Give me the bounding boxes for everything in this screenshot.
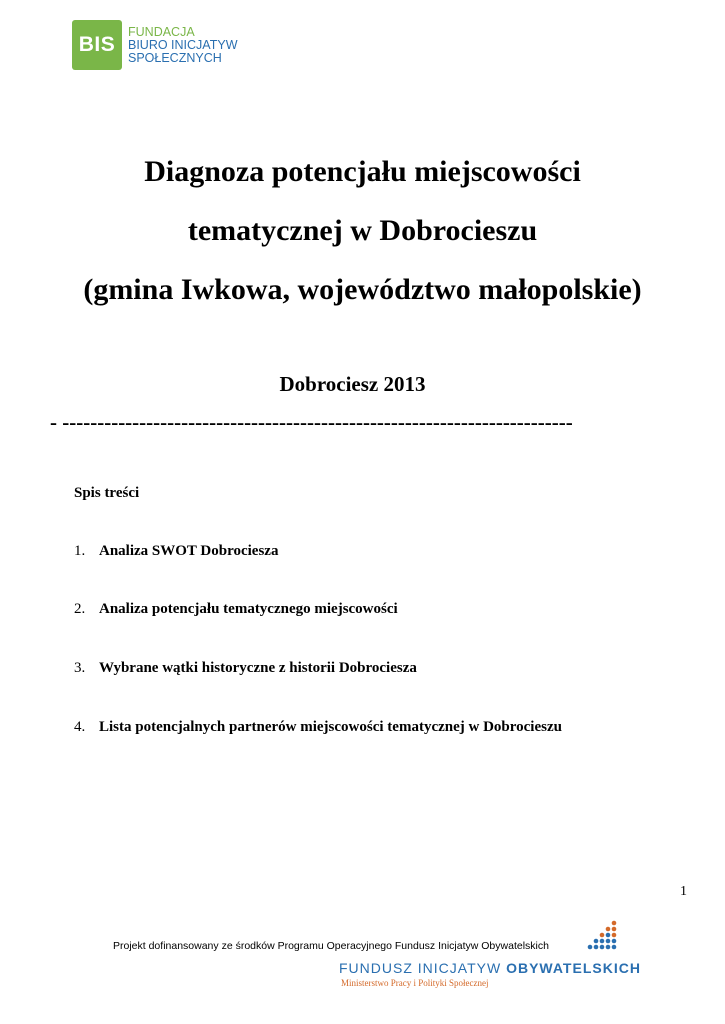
toc-item-number: 4. [74, 719, 86, 735]
logo-line-2: BIURO INICJATYW [128, 37, 238, 52]
toc-heading: Spis treści [74, 485, 140, 501]
fio-logo-part-2: OBYWATELSKICH [506, 960, 641, 976]
footer-funding-note: Projekt dofinansowany ze środków Programu Operacyjnego Fundusz Inicjatyw Obywatelskich [113, 940, 549, 952]
toc-item-label: Analiza SWOT Dobrociesza [99, 543, 279, 559]
document-title-line-3: (gmina Iwkowa, województwo małopolskie) [83, 273, 642, 306]
toc-item [74, 719, 562, 736]
toc-item [74, 601, 398, 618]
bis-logo-text [128, 26, 238, 65]
separator-line: - ------------------------------------------------------------------------- [50, 410, 573, 434]
fio-dots-icon [584, 918, 620, 958]
toc-item-label: Lista potencjalnych partnerów miejscowości tematycznej w Dobrocieszu [99, 719, 562, 735]
ministry-caption: Ministerstwo Pracy i Polityki Społecznej [341, 978, 489, 988]
fio-logo-text [339, 960, 641, 976]
document-title-line-2: tematycznej w Dobrocieszu [187, 214, 538, 247]
toc-item-label: Analiza potencjału tematycznego miejscowości [99, 601, 398, 617]
document-subtitle: Dobrociesz 2013 [279, 372, 426, 396]
logo-line-1: FUNDACJA [128, 24, 195, 39]
bis-logo [72, 20, 238, 70]
toc-item-number: 1. [74, 543, 86, 559]
page-number: 1 [680, 884, 687, 899]
toc-item-number: 2. [74, 601, 86, 617]
fio-logo-part-1: FUNDUSZ INICJATYW [339, 960, 507, 976]
bis-logo-mark: BIS [72, 20, 122, 70]
toc-item-number: 3. [74, 660, 86, 676]
toc-item [74, 660, 417, 677]
logo-line-3: SPOŁECZNYCH [128, 50, 222, 65]
toc-item-label: Wybrane wątki historyczne z historii Dobrociesza [99, 660, 417, 676]
toc-item [74, 543, 278, 560]
document-title-line-1: Diagnoza potencjału miejscowości [144, 155, 581, 188]
